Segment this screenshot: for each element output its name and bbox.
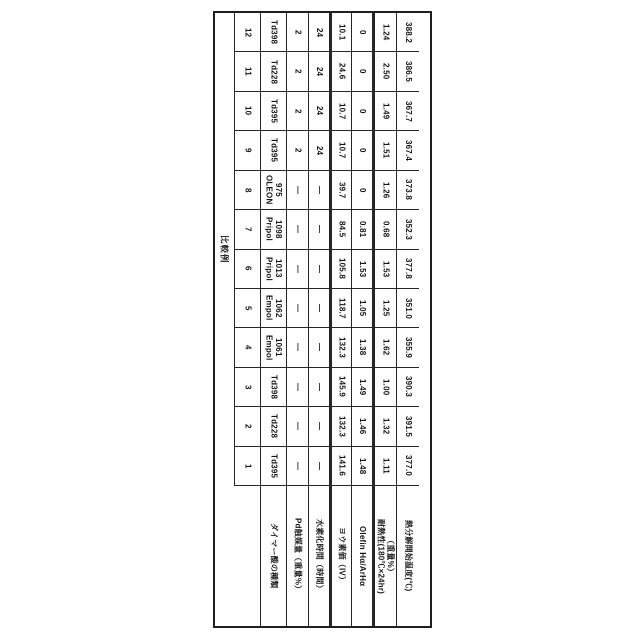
- table-cell-r4-c8: [332, 171, 351, 210]
- table-cell-r6-c8-text: 1.26: [381, 181, 391, 199]
- header-band: [215, 13, 260, 486]
- row-label-5: [352, 486, 372, 626]
- table-cell-r7-c11: [397, 52, 419, 91]
- table-cell-r4-c4: [332, 328, 351, 367]
- table-cell-r2-c4: [287, 328, 308, 367]
- table-cell-r1-c2: [261, 407, 286, 446]
- column-header-4-text: 4: [243, 345, 253, 350]
- table-cell-r7-c12-text: 388.2: [403, 21, 413, 43]
- table-cell-r2-c9: [287, 131, 308, 170]
- column-header-6: [235, 250, 260, 289]
- table-cell-r3-c10-text: 24: [314, 106, 324, 116]
- table-cell-r2-c1: [287, 447, 308, 486]
- column-header-1-text: 1: [243, 463, 253, 469]
- column-header-11: [235, 52, 260, 91]
- column-header-4: [235, 328, 260, 367]
- column-header-10: [235, 92, 260, 131]
- table-cell-r3-c6: [309, 250, 329, 289]
- table-cell-r6-c11-text: 2.50: [381, 63, 391, 80]
- row-label-7-text: 熱分解開始温度(℃): [403, 520, 413, 592]
- table-cell-r4-c11: [332, 52, 351, 91]
- table-cell-r4-c12-text: 10.1: [337, 24, 347, 41]
- table-cell-r1-c11-text: Td228: [269, 59, 279, 84]
- table-cell-r2-c3: [287, 368, 308, 407]
- table-cell-r2-c6: [287, 250, 308, 289]
- table-cell-r7-c9: [397, 131, 419, 170]
- table-cell-r6-c9-text: 1.51: [381, 142, 391, 159]
- table-cell-r5-c7: [352, 210, 372, 249]
- column-header-2-text: 2: [243, 424, 253, 429]
- table-cell-r3-c12: [309, 13, 329, 52]
- table-cell-r1-c12: [261, 13, 286, 52]
- table-cell-r4-c1-text: 141.6: [337, 455, 347, 477]
- table-cell-r7-c3-text: 390.3: [403, 376, 413, 398]
- row-label-1: [261, 486, 286, 626]
- table-cell-r6-c5-text: 1.25: [381, 299, 391, 317]
- row-band-6: [372, 13, 396, 626]
- table-cell-r4-c6-text: 105.8: [337, 258, 347, 280]
- table-cell-r7-c7: [397, 210, 419, 249]
- table-cell-r1-c6-text: Pripol 1013: [264, 256, 284, 281]
- table-cell-r5-c7-text: 0.81: [357, 221, 367, 238]
- table-cell-r2-c12: [287, 13, 308, 52]
- table-cell-r1-c3-text: Td398: [269, 374, 279, 400]
- table-cell-r5-c5-text: 1.05: [357, 299, 367, 317]
- table-cell-r5-c10-text: 0: [357, 108, 367, 114]
- column-header-10-text: 10: [243, 106, 253, 116]
- column-header-7-text: 7: [243, 226, 253, 232]
- table-cell-r6-c10: [375, 92, 396, 131]
- table-cell-r7-c8-text: 373.8: [403, 179, 413, 201]
- table-cell-r1-c4: [261, 328, 286, 367]
- table-cell-r5-c10: [352, 92, 372, 131]
- row-band-5: [351, 13, 372, 626]
- table-cell-r1-c8-text: OLEON 975: [264, 175, 284, 205]
- table-cell-r4-c7-text: 84.5: [337, 221, 347, 238]
- table-cell-r7-c2-text: 391.5: [403, 415, 413, 437]
- table-cell-r6-c2-text: 1.32: [381, 418, 391, 435]
- table-cell-r3-c3: [309, 368, 329, 407]
- table-cell-r2-c6-text: ―: [293, 264, 303, 273]
- table-cell-r3-c2-text: ―: [314, 422, 324, 431]
- column-header-9: [235, 131, 260, 170]
- table-cell-r4-c9-text: 10.7: [337, 142, 347, 159]
- table-cell-r5-c5: [352, 289, 372, 328]
- table-cell-r4-c4-text: 132.3: [337, 337, 347, 359]
- row-label-4: [332, 486, 351, 626]
- table-cell-r4-c1: [332, 447, 351, 486]
- table-cell-r2-c10-text: 2: [293, 108, 303, 114]
- row-band-1: [260, 13, 286, 626]
- table-cell-r3-c10: [309, 92, 329, 131]
- table-cell-r3-c4-text: ―: [314, 343, 324, 352]
- table-cell-r1-c3: [261, 368, 286, 407]
- table-cell-r1-c11: [261, 52, 286, 91]
- table-cell-r2-c4-text: ―: [293, 343, 303, 352]
- table-cell-r3-c6-text: ―: [314, 264, 324, 273]
- table-cell-r6-c5: [375, 289, 396, 328]
- table-cell-r5-c6-text: 1.53: [357, 260, 367, 277]
- table-cell-r5-c3: [352, 368, 372, 407]
- table-cell-r6-c1: [375, 447, 396, 486]
- table-cell-r6-c2: [375, 407, 396, 446]
- table-cell-r7-c5: [397, 289, 419, 328]
- table-cell-r3-c8: [309, 171, 329, 210]
- table-cell-r3-c4: [309, 328, 329, 367]
- column-header-8: [235, 171, 260, 210]
- table-cell-r6-c10-text: 1.49: [381, 102, 391, 120]
- table-cell-r5-c3-text: 1.49: [357, 378, 367, 396]
- row-band-4: [329, 13, 351, 626]
- table-cell-r4-c12: [332, 13, 351, 52]
- row-label-2-text: Pd触媒量（重量%）: [293, 518, 303, 594]
- table-cell-r5-c4: [352, 328, 372, 367]
- table-cell-r7-c4-text: 355.9: [403, 337, 413, 359]
- table-cell-r1-c5-text: Empol 1062: [264, 295, 284, 321]
- table-cell-r6-c1-text: 1.11: [381, 457, 391, 474]
- table-cell-r1-c6: [261, 250, 286, 289]
- table-cell-r6-c6: [375, 250, 396, 289]
- table-cell-r2-c11: [287, 52, 308, 91]
- table-cell-r3-c2: [309, 407, 329, 446]
- table-cell-r2-c5: [287, 289, 308, 328]
- table-cell-r6-c6-text: 1.53: [381, 260, 391, 277]
- table-cell-r7-c1: [397, 447, 419, 486]
- table-cell-r5-c9-text: 0: [357, 148, 367, 153]
- table-cell-r1-c7: [261, 210, 286, 249]
- table-cell-r1-c10: [261, 92, 286, 131]
- row-label-2: [287, 486, 308, 626]
- table-cell-r1-c8: [261, 171, 286, 210]
- comparison-table: [213, 11, 432, 628]
- table-cell-r5-c9: [352, 131, 372, 170]
- row-label-7: [397, 486, 419, 626]
- row-label-5-text: Olefin Hα/ArHα: [357, 525, 367, 587]
- table-cell-r7-c1-text: 377.0: [403, 455, 413, 477]
- column-header-9-text: 9: [243, 148, 253, 153]
- row-label-3-text: 水素化時間（時間）: [314, 519, 324, 593]
- column-header-5-text: 5: [243, 305, 253, 311]
- row-label-6-text: 耐熱性(180℃×24hr) （重量%）: [376, 518, 396, 594]
- table-cell-r2-c8-text: ―: [293, 185, 303, 194]
- table-cell-r4-c11-text: 24.6: [337, 63, 347, 80]
- table-cell-r3-c1-text: ―: [314, 461, 324, 470]
- table-cell-r5-c8: [352, 171, 372, 210]
- table-cell-r7-c3: [397, 368, 419, 407]
- row-label-3: [309, 486, 329, 626]
- table-cell-r5-c12-text: 0: [357, 29, 367, 35]
- table-cell-r4-c6: [332, 250, 351, 289]
- table-cell-r7-c4: [397, 328, 419, 367]
- table-cell-r5-c11: [352, 52, 372, 91]
- table-cell-r3-c7: [309, 210, 329, 249]
- table-cell-r7-c5-text: 351.0: [403, 297, 413, 319]
- column-header-3-text: 3: [243, 384, 253, 390]
- table-cell-r1-c2-text: Td228: [269, 414, 279, 439]
- table-cell-r4-c2-text: 132.3: [337, 415, 347, 437]
- column-header-12-text: 12: [243, 27, 253, 37]
- column-header-1: [235, 447, 260, 486]
- column-header-12: [235, 13, 260, 52]
- table-cell-r4-c5-text: 118.7: [337, 297, 347, 319]
- table-cell-r2-c5-text: ―: [293, 304, 303, 313]
- table-cell-r7-c6: [397, 250, 419, 289]
- table-cell-r3-c9: [309, 131, 329, 170]
- table-cell-r3-c3-text: ―: [314, 382, 324, 392]
- column-header-6-text: 6: [243, 266, 253, 272]
- table-cell-r7-c8: [397, 171, 419, 210]
- table-cell-r2-c9-text: 2: [293, 148, 303, 153]
- table-cell-r3-c8-text: ―: [314, 185, 324, 194]
- table-cell-r4-c10-text: 10.7: [337, 102, 347, 120]
- table-cell-r4-c3-text: 145.9: [337, 376, 347, 398]
- table-cell-r3-c11: [309, 52, 329, 91]
- column-header-3: [235, 368, 260, 407]
- table-cell-r1-c7-text: Pripol 1098: [264, 217, 284, 242]
- table-cell-r7-c6-text: 377.8: [403, 258, 413, 280]
- table-cell-r7-c10-text: 367.7: [403, 100, 413, 122]
- table-cell-r2-c11-text: 2: [293, 69, 303, 74]
- table-cell-r7-c12: [397, 13, 419, 52]
- table-cell-r6-c12-text: 1.24: [381, 24, 391, 41]
- column-header-8-text: 8: [243, 187, 253, 193]
- table-cell-r5-c1: [352, 447, 372, 486]
- table-cell-r5-c11-text: 0: [357, 69, 367, 74]
- table-cell-r7-c7-text: 352.3: [403, 218, 413, 240]
- table-cell-r7-c11-text: 386.5: [403, 61, 413, 83]
- table-cell-r6-c12: [375, 13, 396, 52]
- table-cell-r4-c8-text: 39.7: [337, 181, 347, 199]
- table-cell-r3-c5-text: ―: [314, 304, 324, 313]
- corner-cell: [215, 486, 260, 626]
- row-label-1-text: ダイマー酸の種類: [269, 523, 279, 589]
- table-cell-r6-c11: [375, 52, 396, 91]
- table-cell-r7-c2: [397, 407, 419, 446]
- table-cell-r4-c5: [332, 289, 351, 328]
- table-cell-r1-c4-text: Empol 1061: [264, 334, 284, 361]
- table-cell-r1-c12-text: Td398: [269, 20, 279, 45]
- table-cell-r6-c7-text: 0.68: [381, 221, 391, 238]
- column-header-7: [235, 210, 260, 249]
- table-cell-r2-c12-text: 2: [293, 29, 303, 35]
- table-cell-r2-c3-text: ―: [293, 382, 303, 392]
- column-header-5: [235, 289, 260, 328]
- table-cell-r3-c11-text: 24: [314, 66, 324, 77]
- table-cell-r3-c9-text: 24: [314, 145, 324, 156]
- table-cell-r1-c1-text: Td395: [269, 453, 279, 478]
- table-cell-r2-c7-text: ―: [293, 225, 303, 234]
- table-cell-r1-c9: [261, 131, 286, 170]
- table-cell-r4-c10: [332, 92, 351, 131]
- table-cell-r2-c2: [287, 407, 308, 446]
- table-cell-r5-c6: [352, 250, 372, 289]
- table-cell-r6-c3: [375, 368, 396, 407]
- row-label-6: [375, 486, 396, 626]
- table-cell-r5-c2: [352, 407, 372, 446]
- column-header-2: [235, 407, 260, 446]
- table-cell-r2-c2-text: ―: [293, 422, 303, 431]
- table-cell-r4-c2: [332, 407, 351, 446]
- table-cell-r5-c12: [352, 13, 372, 52]
- table-cell-r6-c4: [375, 328, 396, 367]
- table-cell-r6-c8: [375, 171, 396, 210]
- table-cell-r5-c8-text: 0: [357, 187, 367, 193]
- table-cell-r4-c9: [332, 131, 351, 170]
- table-cell-r6-c3-text: 1.00: [381, 378, 391, 396]
- table-cell-r7-c10: [397, 92, 419, 131]
- table-cell-r1-c5: [261, 289, 286, 328]
- table-cell-r2-c1-text: ―: [293, 461, 303, 470]
- table-cell-r6-c9: [375, 131, 396, 170]
- table-cell-r2-c10: [287, 92, 308, 131]
- table-cell-r6-c4-text: 1.62: [381, 339, 391, 356]
- row-band-3: [308, 13, 329, 626]
- table-cell-r5-c2-text: 1.46: [357, 418, 367, 435]
- table-cell-r3-c1: [309, 447, 329, 486]
- row-band-7: [396, 13, 419, 626]
- table-cell-r5-c1-text: 1.48: [357, 457, 367, 475]
- table-cell-r3-c7-text: ―: [314, 225, 324, 234]
- table-group-header-cell: [215, 13, 235, 486]
- table-cell-r4-c3: [332, 368, 351, 407]
- table-cell-r4-c7: [332, 210, 351, 249]
- row-label-4-text: ヨウ素価（IV）: [337, 527, 347, 585]
- table-cell-r6-c7: [375, 210, 396, 249]
- table-cell-r5-c4-text: 1.38: [357, 339, 367, 356]
- header-group: [215, 13, 260, 626]
- table-cell-r2-c7: [287, 210, 308, 249]
- table-cell-r1-c1: [261, 447, 286, 486]
- row-band-2: [286, 13, 308, 626]
- table-cell-r1-c9-text: Td395: [269, 138, 279, 163]
- table-cell-r7-c9-text: 367.4: [403, 139, 413, 161]
- table-group-header-label: 比較例: [219, 235, 230, 264]
- table-cell-r2-c8: [287, 171, 308, 210]
- column-header-11-text: 11: [243, 67, 253, 77]
- column-header-band: [235, 13, 260, 486]
- table-cell-r3-c5: [309, 289, 329, 328]
- table-cell-r3-c12-text: 24: [314, 27, 324, 37]
- table-cell-r1-c10-text: Td395: [269, 98, 279, 124]
